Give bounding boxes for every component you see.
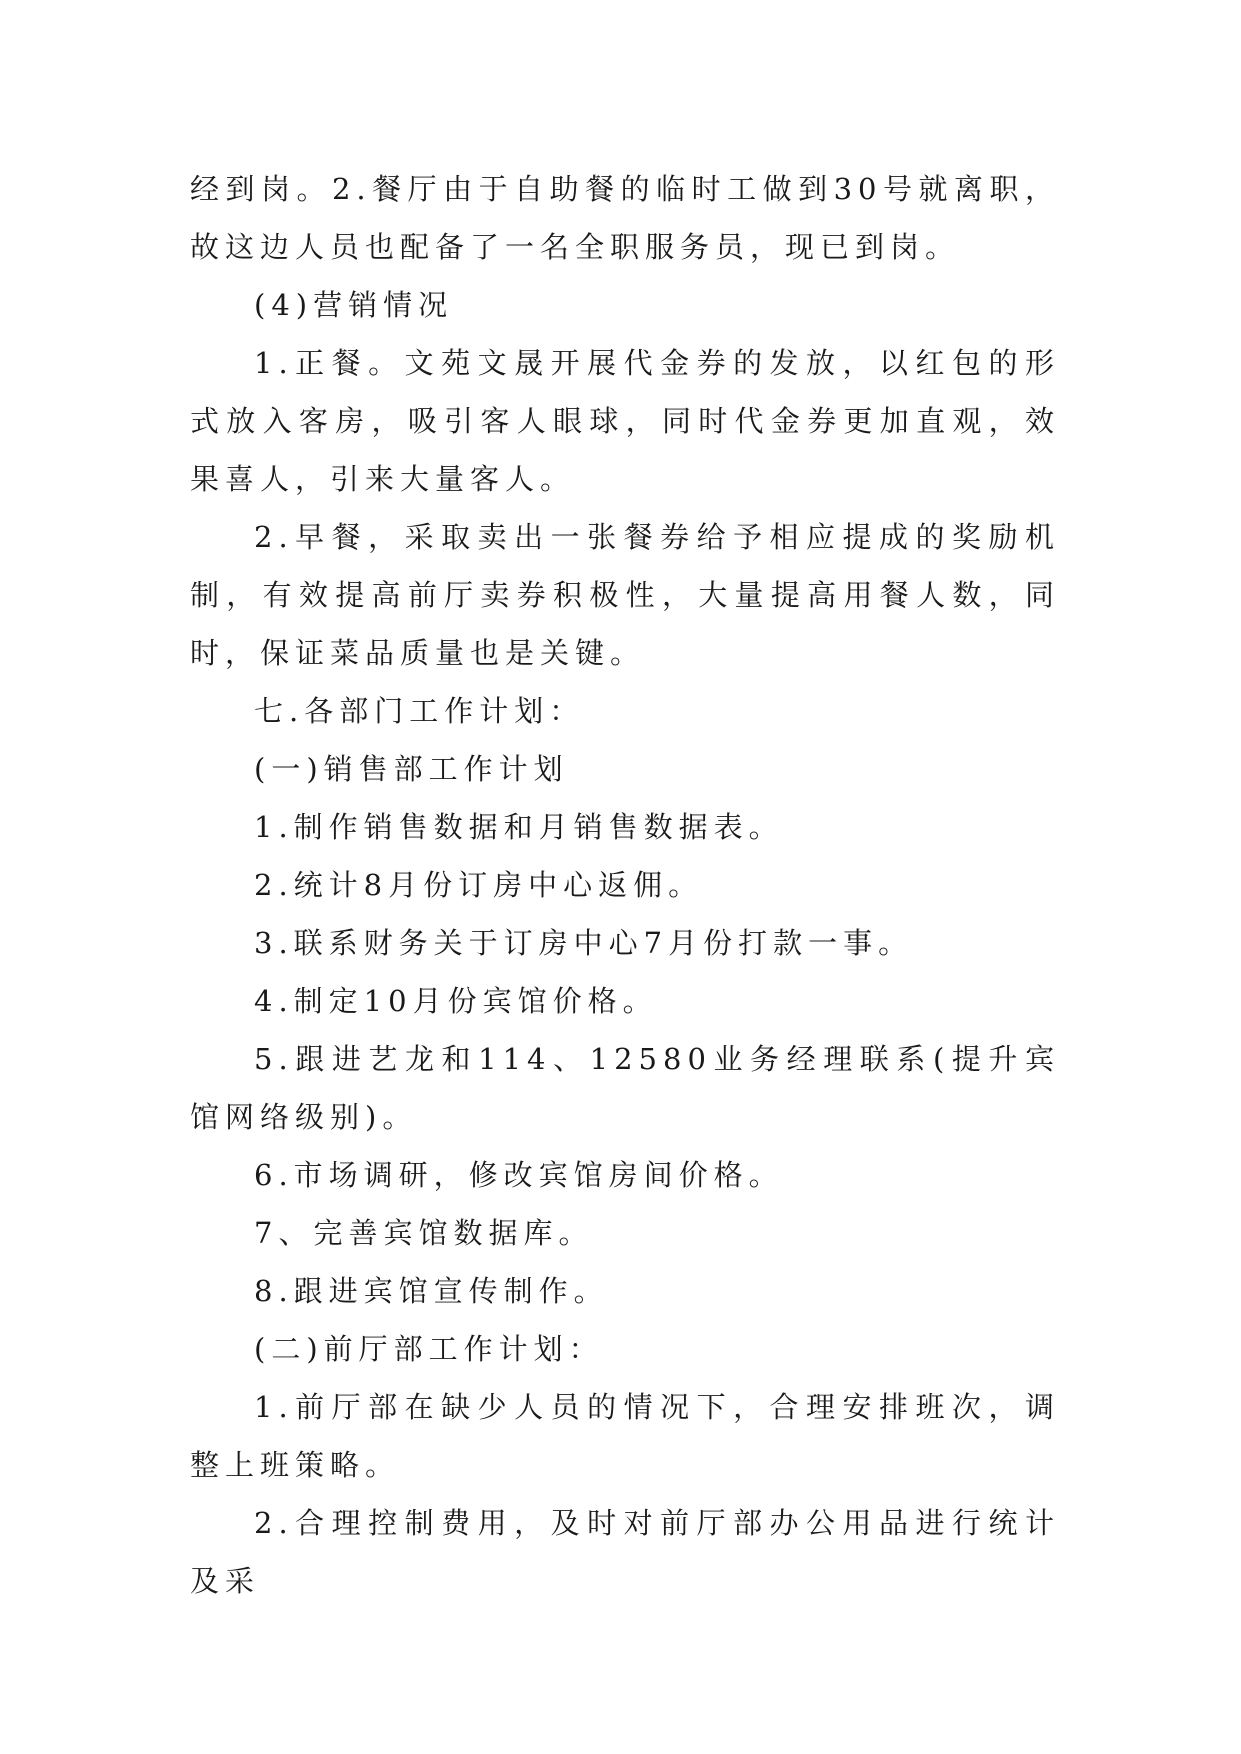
list-item: 5.跟进艺龙和114、12580业务经理联系(提升宾馆网络级别)。: [190, 1042, 1060, 1134]
list-item: 8.跟进宾馆宣传制作。: [254, 1274, 609, 1308]
list-item: 3.联系财务关于订房中心7月份打款一事。: [254, 926, 914, 960]
list-item: 7、完善宾馆数据库。: [254, 1216, 594, 1250]
list-item: 2.合理控制费用，及时对前厅部办公用品进行统计及采: [190, 1506, 1060, 1598]
list-item: 1.制作销售数据和月销售数据表。: [254, 810, 784, 844]
paragraph: 1.正餐。文苑文晟开展代金券的发放，以红包的形式放入客房，吸引客人眼球，同时代金券更加直观，效果喜人，引来大量客人。: [190, 346, 1060, 496]
list-item: 2.统计8月份订房中心返佣。: [254, 868, 704, 902]
list-item: 1.前厅部在缺少人员的情况下，合理安排班次，调整上班策略。: [190, 1390, 1060, 1482]
list-item: 4.制定10月份宾馆价格。: [254, 984, 658, 1018]
section-heading-work-plans: 七.各部门工作计划：: [254, 694, 585, 728]
paragraph: 经到岗。2.餐厅由于自助餐的临时工做到30号就离职，故这边人员也配备了一名全职服务员，现已到岗。: [190, 172, 1060, 264]
paragraph: 2.早餐，采取卖出一张餐券给予相应提成的奖励机制，有效提高前厅卖券积极性，大量提高用餐人数，同时，保证菜品质量也是关键。: [190, 520, 1060, 670]
subsection-heading-front-office: (二)前厅部工作计划：: [254, 1332, 604, 1366]
document-body: [190, 160, 1060, 1610]
section-heading-marketing: (4)营销情况: [254, 288, 454, 322]
subsection-heading-sales: (一)销售部工作计划: [254, 752, 569, 786]
list-item: 6.市场调研，修改宾馆房间价格。: [254, 1158, 784, 1192]
